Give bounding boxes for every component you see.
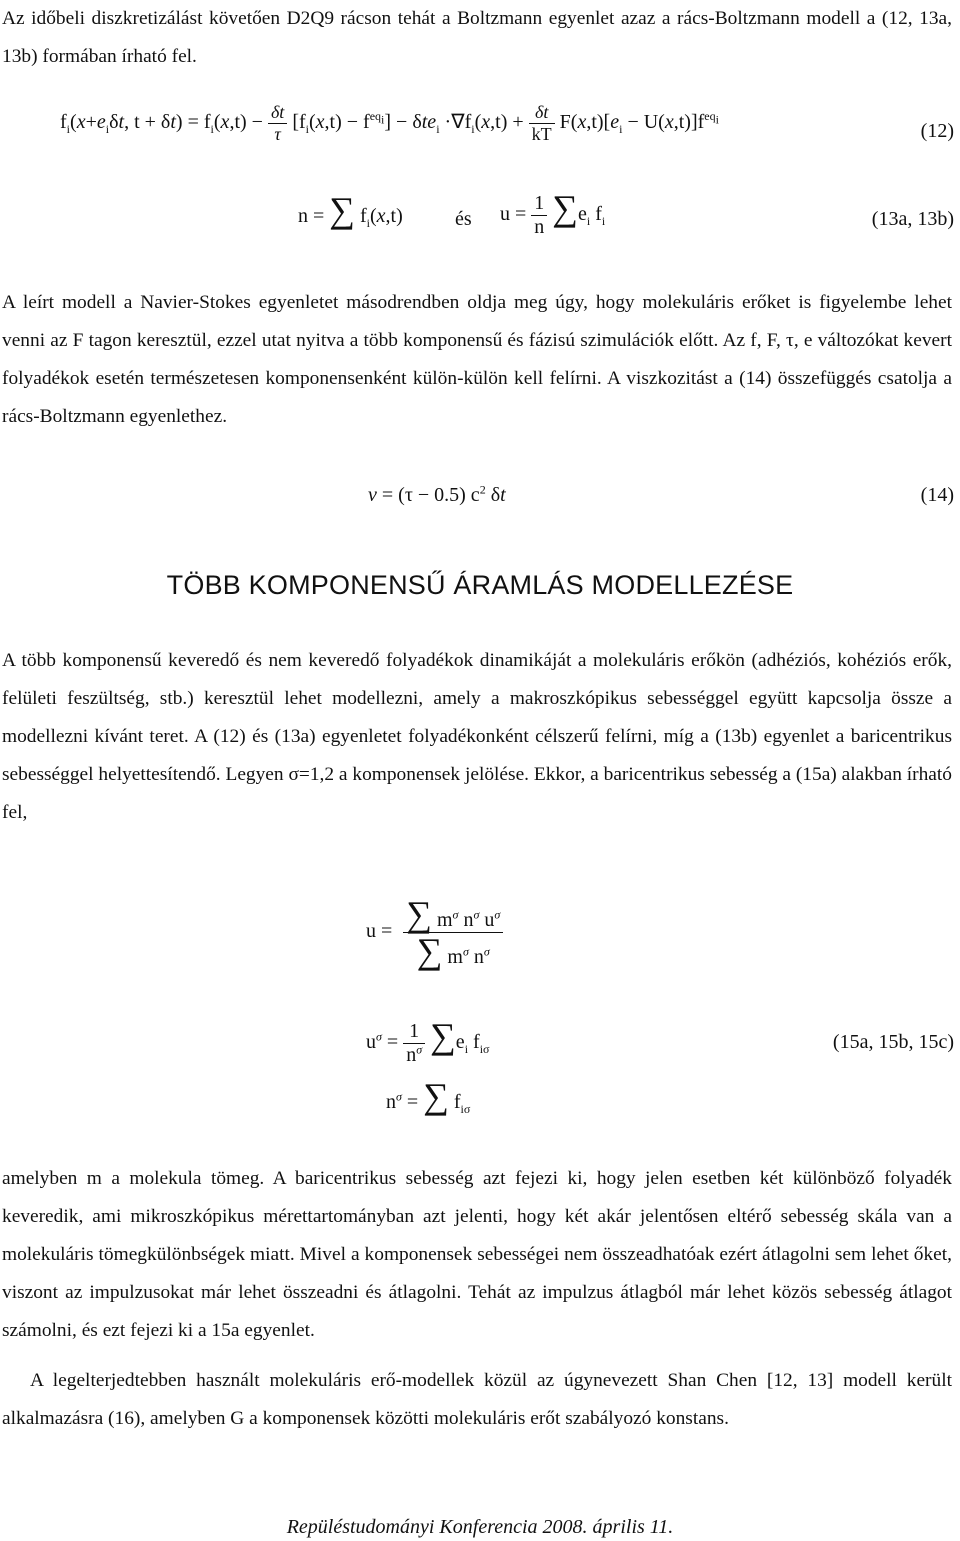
paragraph-navier-stokes: A leírt modell a Navier-Stokes egyenletet másodrendben oldja meg úgy, hogy molekuláris erőket is figyelembe lehet venni az F tagon keresztül, ezzel utat nyitva a több komponensű és fázisú szimulációk előtt. Az f, F, τ, e változókat kevert folyadékok esetén természetesen komponensenként külön-külön kell felírni. A viszkozitást a (14) összefüggés csatolja a rács-Boltzmann egyenlethez. (2, 292, 952, 427)
equation-13a: n = ∑ $f_i(x,t)$ (298, 190, 403, 230)
equation-number-14: (14) (920, 484, 954, 506)
equation-15 (0, 888, 960, 1128)
section-heading: TÖBB KOMPONENSŰ ÁRAMLÁS MODELLEZÉSE (166, 570, 794, 600)
equation-12-body: $f_i(x+e_i\delta t$, $t + \delta t) = f_i(x,t)$ − $\frac{\delta t}{\tau}$ $[f_i(x,t) - f^{eq_i}] - \delta te_i \cdot\nabla f_i(x,t)$ + $\frac{\delta t}{kT}$ $F(x,t)[e_i - U(x,t)]f^{eq_i}$ (60, 102, 719, 144)
equation-15c: $n^\sigma$ = ∑ $f_{i\sigma}$ (386, 1076, 471, 1116)
equation-13b: u = $\frac{1}{n}$ $\sum e_i$ $f_i$ (500, 188, 606, 238)
paragraph-multicomponent: A több komponensű keveredő és nem keveredő folyadékok dinamikáját a molekuláris erőkön (adhéziós, kohéziós erők, felületi feszültség, stb.) keresztül lehet modellezni, amely a makroszkópikus sebességgel együtt kapcsolja össze a modellezni kívánt teret. A (12) és (13a) egyenletet folyadékonként célszerű felírni, míg a (13b) egyenlet a baricentrikus sebességgel helyettesítendő. Legyen σ=1,2 a komponensek jelölése. Ekkor, a baricentrikus sebesség a (15a) alakban írható fel, (2, 650, 952, 823)
equation-number-15: (15a, 15b, 15c) (832, 1031, 954, 1053)
paragraph-intro: Az időbeli diszkretizálást követően D2Q9 rácson tehát a Boltzmann egyenlet azaz a rács-Boltzmann modell a (12, 13a, 13b) formában írható fel. (2, 8, 952, 67)
equation-15b: $u^\sigma$ = $\frac{1}{n^\sigma}$ $\sum e_i$ $f_{i\sigma}$ (366, 1016, 490, 1066)
equation-number-12: (12) (920, 120, 954, 142)
equation-15a: u = $\frac{\sum m^\sigma n^\sigma u^\sigma}{\sum m^\sigma n^\sigma}$ (366, 896, 503, 969)
equation-13 (0, 186, 960, 256)
equation-12 (0, 96, 960, 176)
paragraph-shan-chen: A legelterjedtebben használt molekuláris erő-modellek közül az úgynevezett Shan Chen [12, 13] modell került alkalmazásra (16), amelyben G a komponensek közötti molekuláris erőt szabályozó konstans. (2, 1370, 952, 1429)
paragraph-molecular-mass: amelyben m a molekula tömeg. A baricentrikus sebesség azt fejezi ki, hogy jelen esetben két különböző folyadék keveredik, ami mikroszkópikus mérettartományban azt jelenti, hogy két akár jelentősen eltérő sebesség skála van a molekuláris tömegkülönbségek miatt. Mivel a komponensek sebességei nem összeadhatóak ezért átlagolni sem lehet őket, viszont az impulzusokat már lehet összeadni és átlagolni. Tehát az impulzus átlagból már lehet közös sebesség átlagot számolni, és ezt fejezi ki a 15a egyenlet. (2, 1168, 952, 1341)
equation-13-connective: és (455, 208, 472, 230)
equation-14 (0, 480, 960, 520)
equation-number-13: (13a, 13b) (871, 208, 954, 230)
page-footer: Repüléstudományi Konferencia 2008. április 11. (286, 1516, 674, 1538)
equation-14-body: ν = (τ − 0.5) $c^2$ δt (368, 482, 506, 506)
